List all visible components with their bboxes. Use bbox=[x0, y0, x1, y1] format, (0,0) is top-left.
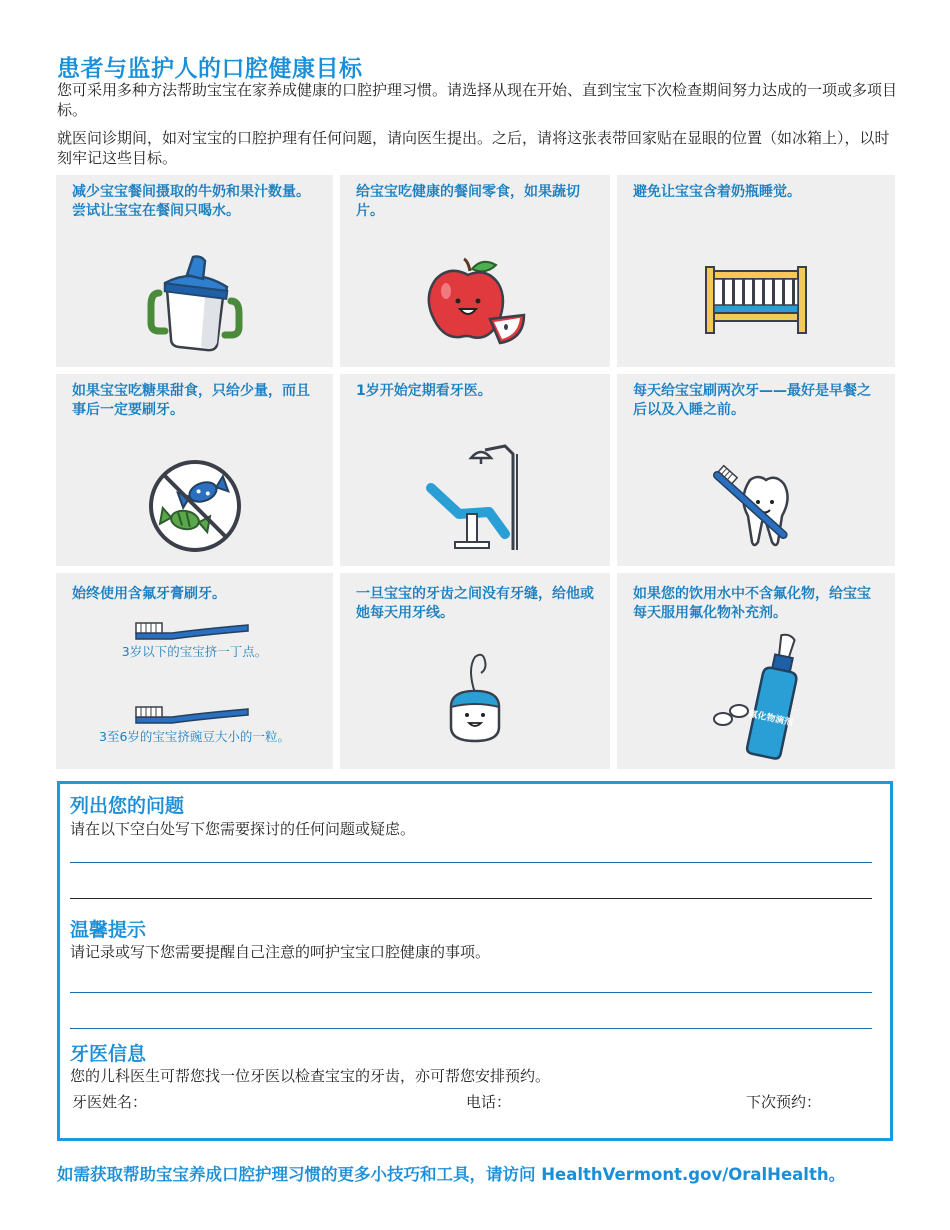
questions-description: 请在以下空白处写下您需要探讨的任何问题或疑虑。 bbox=[70, 820, 416, 838]
goal-text: 如果您的饮用水中不含氟化物，给宝宝每天服用氟化物补充剂。 bbox=[633, 586, 871, 621]
goal-card-fluoride-toothpaste bbox=[56, 573, 333, 769]
intro-paragraph-1: 您可采用多种方法帮助宝宝在家养成健康的口腔护理习惯。请选择从现在开始、直到宝宝下次检查期间努力达成的一项或多项目标。 bbox=[57, 81, 898, 119]
questions-title: 列出您的问题 bbox=[70, 795, 185, 817]
goal-text: 1岁开始定期看牙医。 bbox=[356, 383, 492, 399]
notes-section bbox=[57, 781, 893, 1141]
no-candy-icon bbox=[145, 456, 245, 556]
reminder-line[interactable] bbox=[70, 1028, 872, 1029]
crib-icon bbox=[704, 265, 808, 335]
goal-text: 给宝宝吃健康的餐间零食，如果蔬切片。 bbox=[356, 184, 580, 219]
toothbrush-icon bbox=[132, 703, 252, 725]
intro-paragraph-2: 就医问诊期间，如对宝宝的口腔护理有任何问题，请向医生提出。之后，请将这张表带回家贴在显眼的位置（如冰箱上），以时刻牢记这些目标。 bbox=[57, 129, 890, 167]
goal-card-limit-drinks bbox=[56, 175, 333, 367]
toothpaste-note-under-3: 3岁以下的宝宝挤一丁点。 bbox=[121, 644, 268, 659]
dentist-info-title: 牙医信息 bbox=[70, 1043, 147, 1065]
next-appointment-field[interactable]: 下次预约： bbox=[746, 1093, 822, 1111]
apple-icon bbox=[420, 257, 530, 347]
fluoride-bottle-icon bbox=[701, 633, 811, 761]
dentist-info-description: 您的儿科医生可帮您找一位牙医以检查宝宝的牙齿，亦可帮您安排预约。 bbox=[70, 1067, 551, 1085]
floss-icon bbox=[445, 651, 505, 743]
toothpaste-note-3-to-6: 3至6岁的宝宝挤豌豆大小的一粒。 bbox=[99, 729, 290, 744]
goal-text: 避免让宝宝含着奶瓶睡觉。 bbox=[633, 184, 801, 200]
dentist-name-field[interactable]: 牙医姓名： bbox=[72, 1093, 148, 1111]
goal-card-floss bbox=[340, 573, 610, 769]
goal-text: 如果宝宝吃糖果甜食，只给少量，而且事后一定要刷牙。 bbox=[72, 383, 310, 418]
goal-text: 一旦宝宝的牙齿之间没有牙缝，给他或她每天用牙线。 bbox=[356, 586, 594, 621]
sippy-cup-icon bbox=[145, 253, 245, 353]
goal-text: 始终使用含氟牙膏刷牙。 bbox=[72, 586, 226, 602]
goal-card-brush-twice bbox=[617, 374, 895, 566]
goal-text: 每天给宝宝刷两次牙——最好是早餐之后以及入睡之前。 bbox=[633, 383, 871, 418]
goal-card-dentist-visits bbox=[340, 374, 610, 566]
tooth-brushing-icon bbox=[704, 460, 808, 550]
reminders-description: 请记录或写下您需要提醒自己注意的呵护宝宝口腔健康的事项。 bbox=[70, 943, 491, 961]
goal-card-no-bottle-in-bed bbox=[617, 175, 895, 367]
reminders-title: 温馨提示 bbox=[70, 919, 147, 941]
toothbrush-icon bbox=[132, 619, 252, 641]
dental-chair-icon bbox=[425, 444, 525, 552]
goal-card-healthy-snacks bbox=[340, 175, 610, 367]
phone-field[interactable]: 电话： bbox=[466, 1093, 512, 1111]
reminder-line[interactable] bbox=[70, 992, 872, 993]
goal-card-fluoride-supplement bbox=[617, 573, 895, 769]
question-line[interactable] bbox=[70, 862, 872, 863]
goal-text: 减少宝宝餐间摄取的牛奶和果汁数量。尝试让宝宝在餐间只喝水。 bbox=[72, 184, 310, 219]
footer-link-text[interactable]: 如需获取帮助宝宝养成口腔护理习惯的更多小技巧和工具，请访问 HealthVermont.gov/OralHealth。 bbox=[57, 1165, 846, 1184]
bottle-label: 氟化物滴剂 bbox=[747, 709, 794, 729]
goals-grid bbox=[56, 175, 895, 767]
goal-card-limit-sweets bbox=[56, 374, 333, 566]
question-line[interactable] bbox=[70, 898, 872, 899]
page-title: 患者与监护人的口腔健康目标 bbox=[57, 56, 363, 82]
